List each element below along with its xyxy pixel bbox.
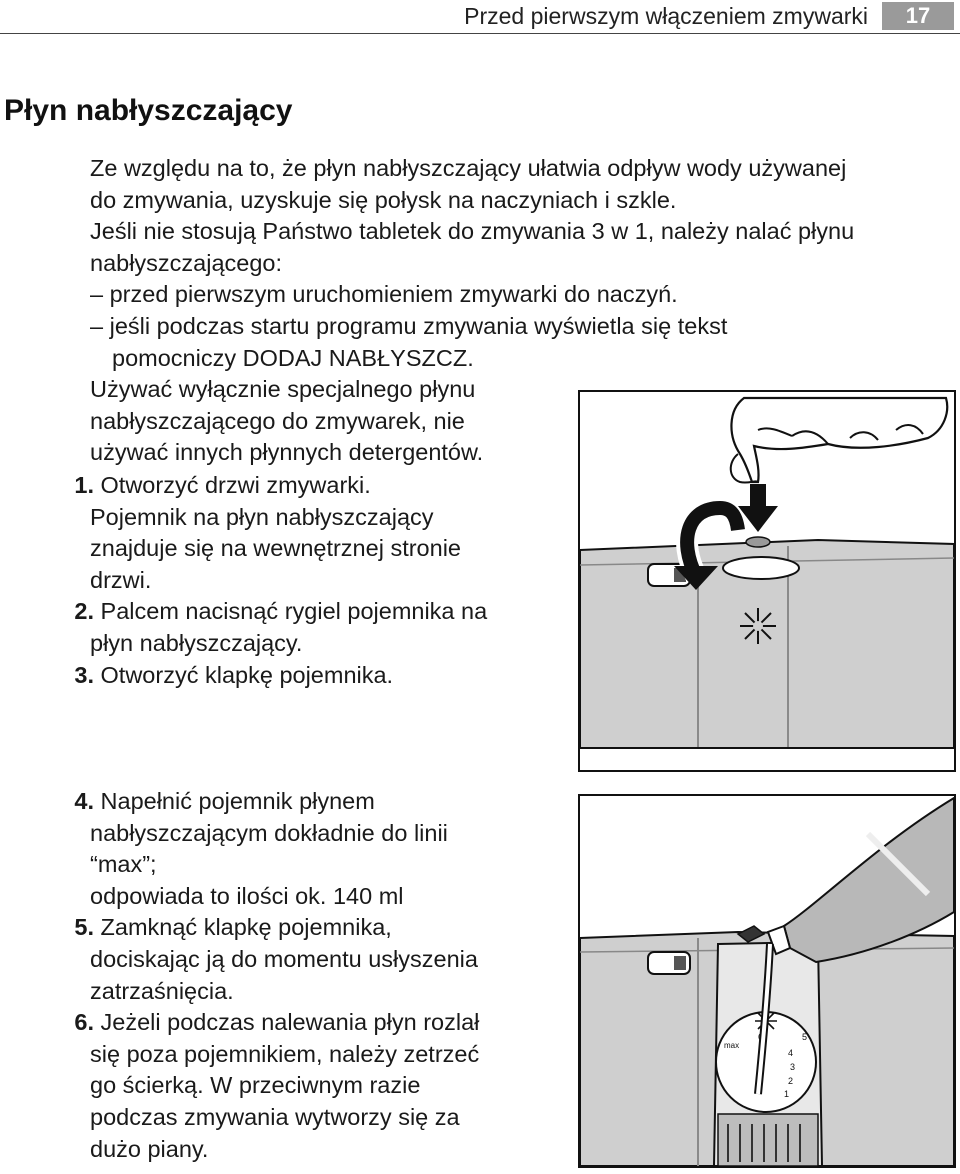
step-6: 6. Jeżeli podczas nalewania płyn rozlał <box>90 1007 479 1039</box>
section-title: Płyn nabłyszczający <box>4 94 293 127</box>
dial-mark: 5 <box>802 1032 808 1042</box>
step-text: go ścierką. W przeciwnym razie <box>90 1072 421 1099</box>
bullet-item: – przed pierwszym uruchomieniem zmywarki do naczyń. <box>90 281 678 308</box>
dial-mark: 6 <box>758 1032 764 1042</box>
note-line: używać innych płynnych detergentów. <box>90 439 484 466</box>
step-1: 1. Otworzyć drzwi zmywarki. <box>90 470 487 502</box>
note-line: nabłyszczającego do zmywarek, nie <box>90 407 465 434</box>
intro-line: nabłyszczającego: <box>90 249 283 276</box>
step-2: 2. Palcem nacisnąć rygiel pojemnika na <box>90 596 487 628</box>
dial-mark: 4 <box>788 1048 794 1058</box>
steps-group-1 <box>74 470 488 691</box>
dial-mark: 1 <box>784 1089 790 1099</box>
step-number: 6. <box>74 1009 94 1036</box>
step-5: 5. Zamknąć klapkę pojemnika, <box>90 912 479 944</box>
release-button <box>746 537 770 547</box>
step-text: odpowiada to ilości ok. 140 ml <box>90 882 404 909</box>
step-text: podczas zmywania wytworzy się za <box>90 1103 460 1130</box>
step-number: 2. <box>74 598 94 625</box>
dial-mark: 2 <box>788 1076 794 1086</box>
step-text: znajduje się na wewnętrznej stronie <box>90 535 461 562</box>
header-title: Przed pierwszym włączeniem zmywarki <box>464 3 868 29</box>
step-text: Pojemnik na płyn nabłyszczający <box>90 503 434 530</box>
figure-open-dispenser <box>578 390 956 772</box>
intro-line: Ze względu na to, że płyn nabłyszczający ułatwia odpływ wody używanej <box>90 155 847 181</box>
step-text: się poza pojemnikiem, należy zetrzeć <box>90 1040 480 1067</box>
steps-group-2 <box>74 786 480 1165</box>
bullet-item-continuation: pomocniczy DODAJ NABŁYSZCZ. <box>112 344 474 371</box>
bullet-item: – jeśli podczas startu programu zmywania wyświetla się tekst <box>90 312 728 339</box>
step-number: 1. <box>74 472 94 498</box>
step-text: dużo piany. <box>90 1135 209 1162</box>
figure-fill-rinse-aid <box>578 794 956 1168</box>
step-text: nabłyszczającym dokładnie do linii <box>90 819 448 846</box>
step-4: 4. Napełnić pojemnik płynem <box>90 786 479 818</box>
step-3: 3. Otworzyć klapkę pojemnika. <box>90 660 487 692</box>
step-number: 3. <box>74 661 94 688</box>
header-divider <box>0 33 960 34</box>
step-text: dociskając ją do momentu usłyszenia <box>90 945 478 972</box>
dial-mark: 3 <box>790 1062 796 1072</box>
step-number: 4. <box>74 788 94 814</box>
intro-line: Jeśli nie stosują Państwo tabletek do zmywania 3 w 1, należy nalać płynu <box>90 218 855 245</box>
step-text: płyn nabłyszczający. <box>90 629 303 656</box>
step-text: drzwi. <box>90 566 152 593</box>
step-text: zatrzaśnięcia. <box>90 977 234 1004</box>
page-header <box>0 0 960 34</box>
intro-line: do zmywania, uzyskuje się połysk na naczyniach i szkle. <box>90 186 677 213</box>
dial-mark: max <box>724 1041 740 1050</box>
step-number: 5. <box>74 914 94 941</box>
note-line: Używać wyłącznie specjalnego płynu <box>90 376 476 403</box>
step-text: “max”; <box>90 851 157 878</box>
dispenser-window <box>723 557 799 579</box>
page-number: 17 <box>882 2 954 30</box>
